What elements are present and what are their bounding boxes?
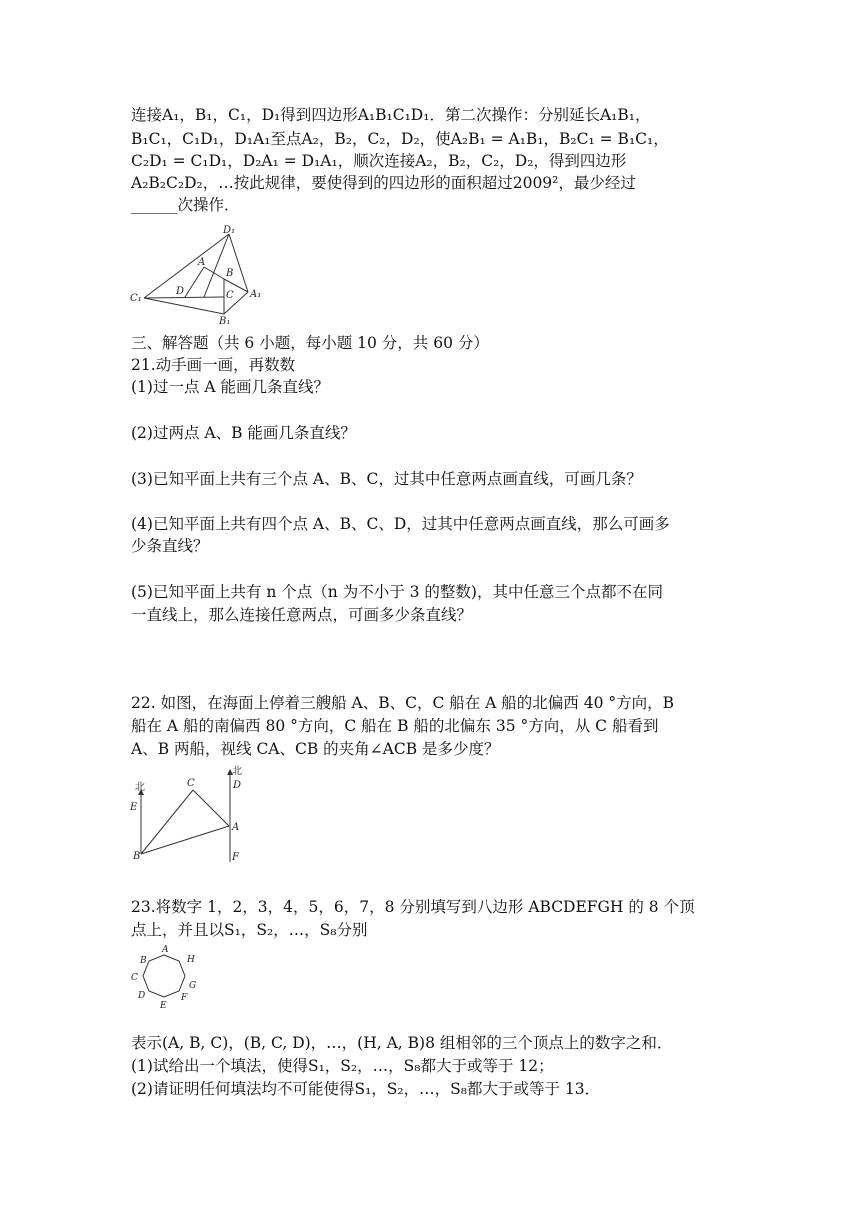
p20-line-2: B₁C₁，C₁D₁，D₁A₁至点A₂，B₂，C₂，D₂，使A₂B₁ = A₁B₁，B₂C₁ = B₁C₁， bbox=[131, 130, 669, 148]
p21-q5-line-2: 一直线上，那么连接任意两点，可画多少条直线？ bbox=[131, 606, 473, 624]
label-north-right: 北 bbox=[232, 766, 242, 777]
label-a: A bbox=[198, 257, 206, 268]
p20-quadrilateral-figure bbox=[128, 222, 278, 326]
p21-q1: (1)过一点 A 能画几条直线？ bbox=[131, 378, 330, 396]
label-b: B bbox=[226, 268, 234, 279]
p22-line-1: 22. 如图，在海面上停着三艘船 A、B、C，C 船在 A 船的北偏西 40 °方向，B bbox=[131, 694, 675, 712]
p20-line-4: A₂B₂C₂D₂，…按此规律，要使得到的四边形的面积超过2009²，最少经过 bbox=[131, 174, 636, 192]
label-oct-c: C bbox=[131, 973, 138, 983]
label-c: C bbox=[226, 290, 234, 301]
line-ba bbox=[141, 826, 229, 854]
label-oct-g: G bbox=[189, 981, 197, 991]
p20-line-5: ______次操作． bbox=[131, 196, 240, 214]
p22-ships-figure bbox=[128, 762, 248, 866]
label-c: C bbox=[187, 778, 195, 789]
octagon-shape bbox=[143, 955, 185, 997]
label-a1: A₁ bbox=[250, 289, 262, 300]
label-oct-b: B bbox=[140, 956, 147, 966]
section-3-title: 三、解答题（共 6 小题，每小题 10 分，共 60 分） bbox=[131, 334, 489, 352]
p21-q5-line-1: (5)已知平面上共有 n 个点（n 为不小于 3 的整数)，其中任意三个点都不在同 bbox=[131, 583, 663, 601]
label-oct-h: H bbox=[187, 955, 195, 965]
label-d: D bbox=[233, 780, 242, 791]
edge-d-a bbox=[185, 267, 204, 297]
p21-q4-line-2: 少条直线？ bbox=[131, 537, 209, 555]
p20-line-3: C₂D₁ = C₁D₁，D₂A₁ = D₁A₁，顺次连接A₂，B₂，C₂，D₂，得到四边形 bbox=[131, 152, 627, 170]
p23-octagon-figure bbox=[128, 942, 208, 1022]
p21-q4-line-1: (4)已知平面上共有四个点 A、B、C、D，过其中任意两点画直线，那么可画多 bbox=[131, 515, 670, 533]
p23-line-2: 点上，并且以S₁，S₂，…，S₈分别 bbox=[131, 921, 368, 939]
label-a: A bbox=[232, 822, 240, 833]
p20-line-1: 连接A₁，B₁，C₁，D₁得到四边形A₁B₁C₁D₁．第二次操作：分别延长A₁B₁， bbox=[131, 106, 651, 124]
label-d1: D₁ bbox=[223, 225, 236, 236]
p21-q2: (2)过两点 A、B 能画几条直线？ bbox=[131, 424, 356, 442]
p23-line-3: 表示(A, B, C)，(B, C, D)，…，(H, A, B)8 组相邻的三个顶点上的数字之和． bbox=[131, 1034, 673, 1052]
label-oct-a: A bbox=[162, 945, 169, 955]
p22-line-3: A、B 两船，视线 CA、CB 的夹角∠ACB 是多少度？ bbox=[131, 740, 500, 758]
line-bc bbox=[141, 790, 193, 854]
label-oct-d: D bbox=[138, 991, 146, 1001]
edge-c1-b1 bbox=[144, 298, 224, 314]
p21-title: 21.动手画一画，再数数 bbox=[131, 356, 296, 374]
label-b1: B₁ bbox=[219, 316, 231, 326]
label-c1: C₁ bbox=[130, 293, 142, 304]
line-ca bbox=[193, 790, 229, 826]
p21-q3: (3)已知平面上共有三个点 A、B、C，过其中任意两点画直线，可画几条？ bbox=[131, 470, 642, 488]
p22-line-2: 船在 A 船的南偏西 80 °方向，C 船在 B 船的北偏东 35 °方向，从 C 船看到 bbox=[131, 717, 659, 735]
label-north-left: 北 bbox=[135, 782, 145, 793]
label-d: D bbox=[176, 286, 185, 297]
label-b: B bbox=[133, 851, 141, 862]
label-oct-e: E bbox=[160, 1001, 167, 1011]
p23-line-4: (1)试给出一个填法，使得S₁，S₂，…，S₈都大于或等于 12； bbox=[131, 1057, 554, 1075]
label-e: E bbox=[130, 802, 138, 813]
edge-c1-c bbox=[144, 297, 224, 298]
p23-line-5: (2)请证明任何填法均不可能使得S₁，S₂，…，S₈都大于或等于 13． bbox=[131, 1080, 601, 1098]
edge-a-b bbox=[204, 267, 224, 279]
label-oct-f: F bbox=[181, 993, 188, 1003]
p23-line-1: 23.将数字 1，2，3，4，5，6，7，8 分别填写到八边形 ABCDEFGH 的 8 个顶 bbox=[131, 898, 695, 916]
label-f: F bbox=[232, 852, 239, 863]
